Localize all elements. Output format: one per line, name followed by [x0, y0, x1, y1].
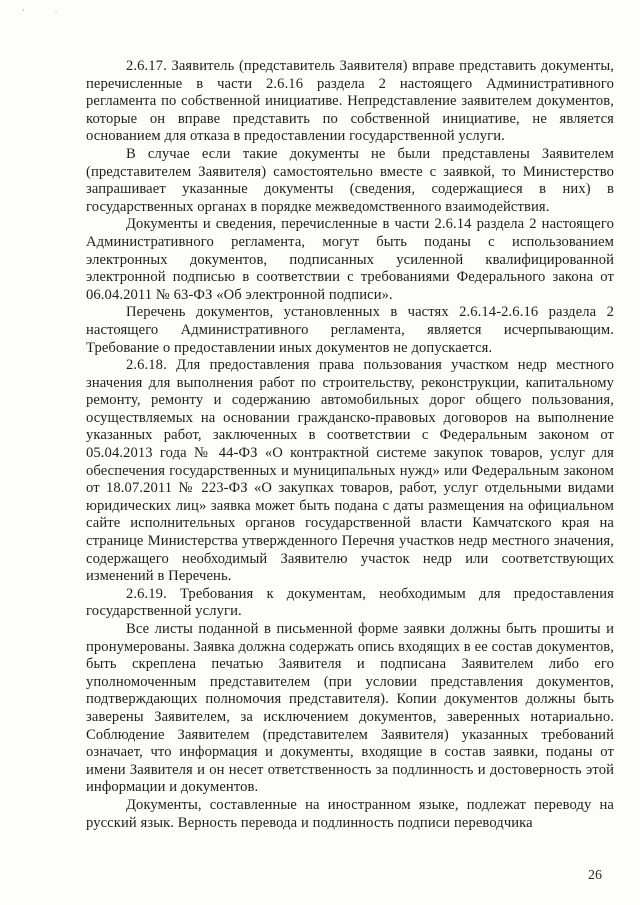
paragraph-2-6-18: 2.6.18. Для предоставления права пользования участком недр местного значения для выполнения работ по строительству, реконструкции, капитальному ремонту, ремонту и содержанию автомобильных дорог общего пользования, осуществляемых на основании гражданско-правовых договоров на выполнение указанных работ, заключенных в соответствии с Федеральным законом от 05.04.2013 года № 44-ФЗ «О контрактной системе закупок товаров, услуг для обеспечения государственных и муниципальных нужд» или Федеральным законом от 18.07.2011 № 223-ФЗ «О закупках товаров, работ, услуг отдельными видами юридических лиц» заявка может быть подана с даты размещения на официальном сайте исполнительных органов государственной власти Камчатского края на странице Министерства утвержденного Перечня участков недр местного значения, содержащего необходимый Заявителю участок недр или соответствующих изменений в Перечень. — [86, 357, 614, 585]
paragraph-sheets-requirements: Все листы поданной в письменной форме заявки должны быть прошиты и пронумерованы. Заявка должна содержать опись входящих в ее состав документов, быть скреплена печатью Заявителя и подписана Заявителем либо его уполномоченным представителем (при условии представления документов, подтверждающих полномочия представителя). Копии документов должны быть заверены Заявителем, за исключением документов, заверенных нотариально. Соблюдение Заявителем (представителем Заявителя) указанных требований означает, что информация и документы, входящие в состав заявки, поданы от имени Заявителя и он несет ответственность за подлинность и достоверность этой информации и документов. — [86, 621, 614, 796]
paragraph-foreign-language: Документы, составленные на иностранном языке, подлежат переводу на русский язык. Верность перевода и подлинность подписи переводчика — [86, 796, 614, 831]
paragraph-electronic-documents: Документы и сведения, перечисленные в части 2.6.14 раздела 2 настоящего Административного регламента, могут быть поданы с использованием электронных документов, подписанных усиленной квалифицированной электронной подписью в соответствии с требованиями Федерального закона от 06.04.2011 № 63-ФЗ «Об электронной подписи». — [86, 216, 614, 303]
paragraph-2-6-19: 2.6.19. Требования к документам, необходимым для предоставления государственной услуги. — [86, 585, 614, 620]
paragraph-exhaustive-list: Перечень документов, установленных в частях 2.6.14-2.6.16 раздела 2 настоящего Административного регламента, является исчерпывающим. Требование о предоставлении иных документов не допускается. — [86, 304, 614, 356]
paragraph-2-6-17: 2.6.17. Заявитель (представитель Заявителя) вправе представить документы, перечисленные в части 2.6.16 раздела 2 настоящего Административного регламента по собственной инициативе. Непредставление заявителем документов, которые он вправе представить по собственной инициативе, не является основанием для отказа в предоставлении государственной услуги. — [86, 58, 614, 145]
scan-artifact-marks: ' · — [22, 8, 72, 17]
page-number: 26 — [588, 868, 602, 883]
paragraph-documents-not-submitted: В случае если такие документы не были представлены Заявителем (представителем Заявителя) самостоятельно вместе с заявкой, то Министерство запрашивает указанные документы (сведения, содержащиеся в них) в государственных органах в порядке межведомственного взаимодействия. — [86, 145, 614, 215]
document-body — [86, 58, 614, 832]
